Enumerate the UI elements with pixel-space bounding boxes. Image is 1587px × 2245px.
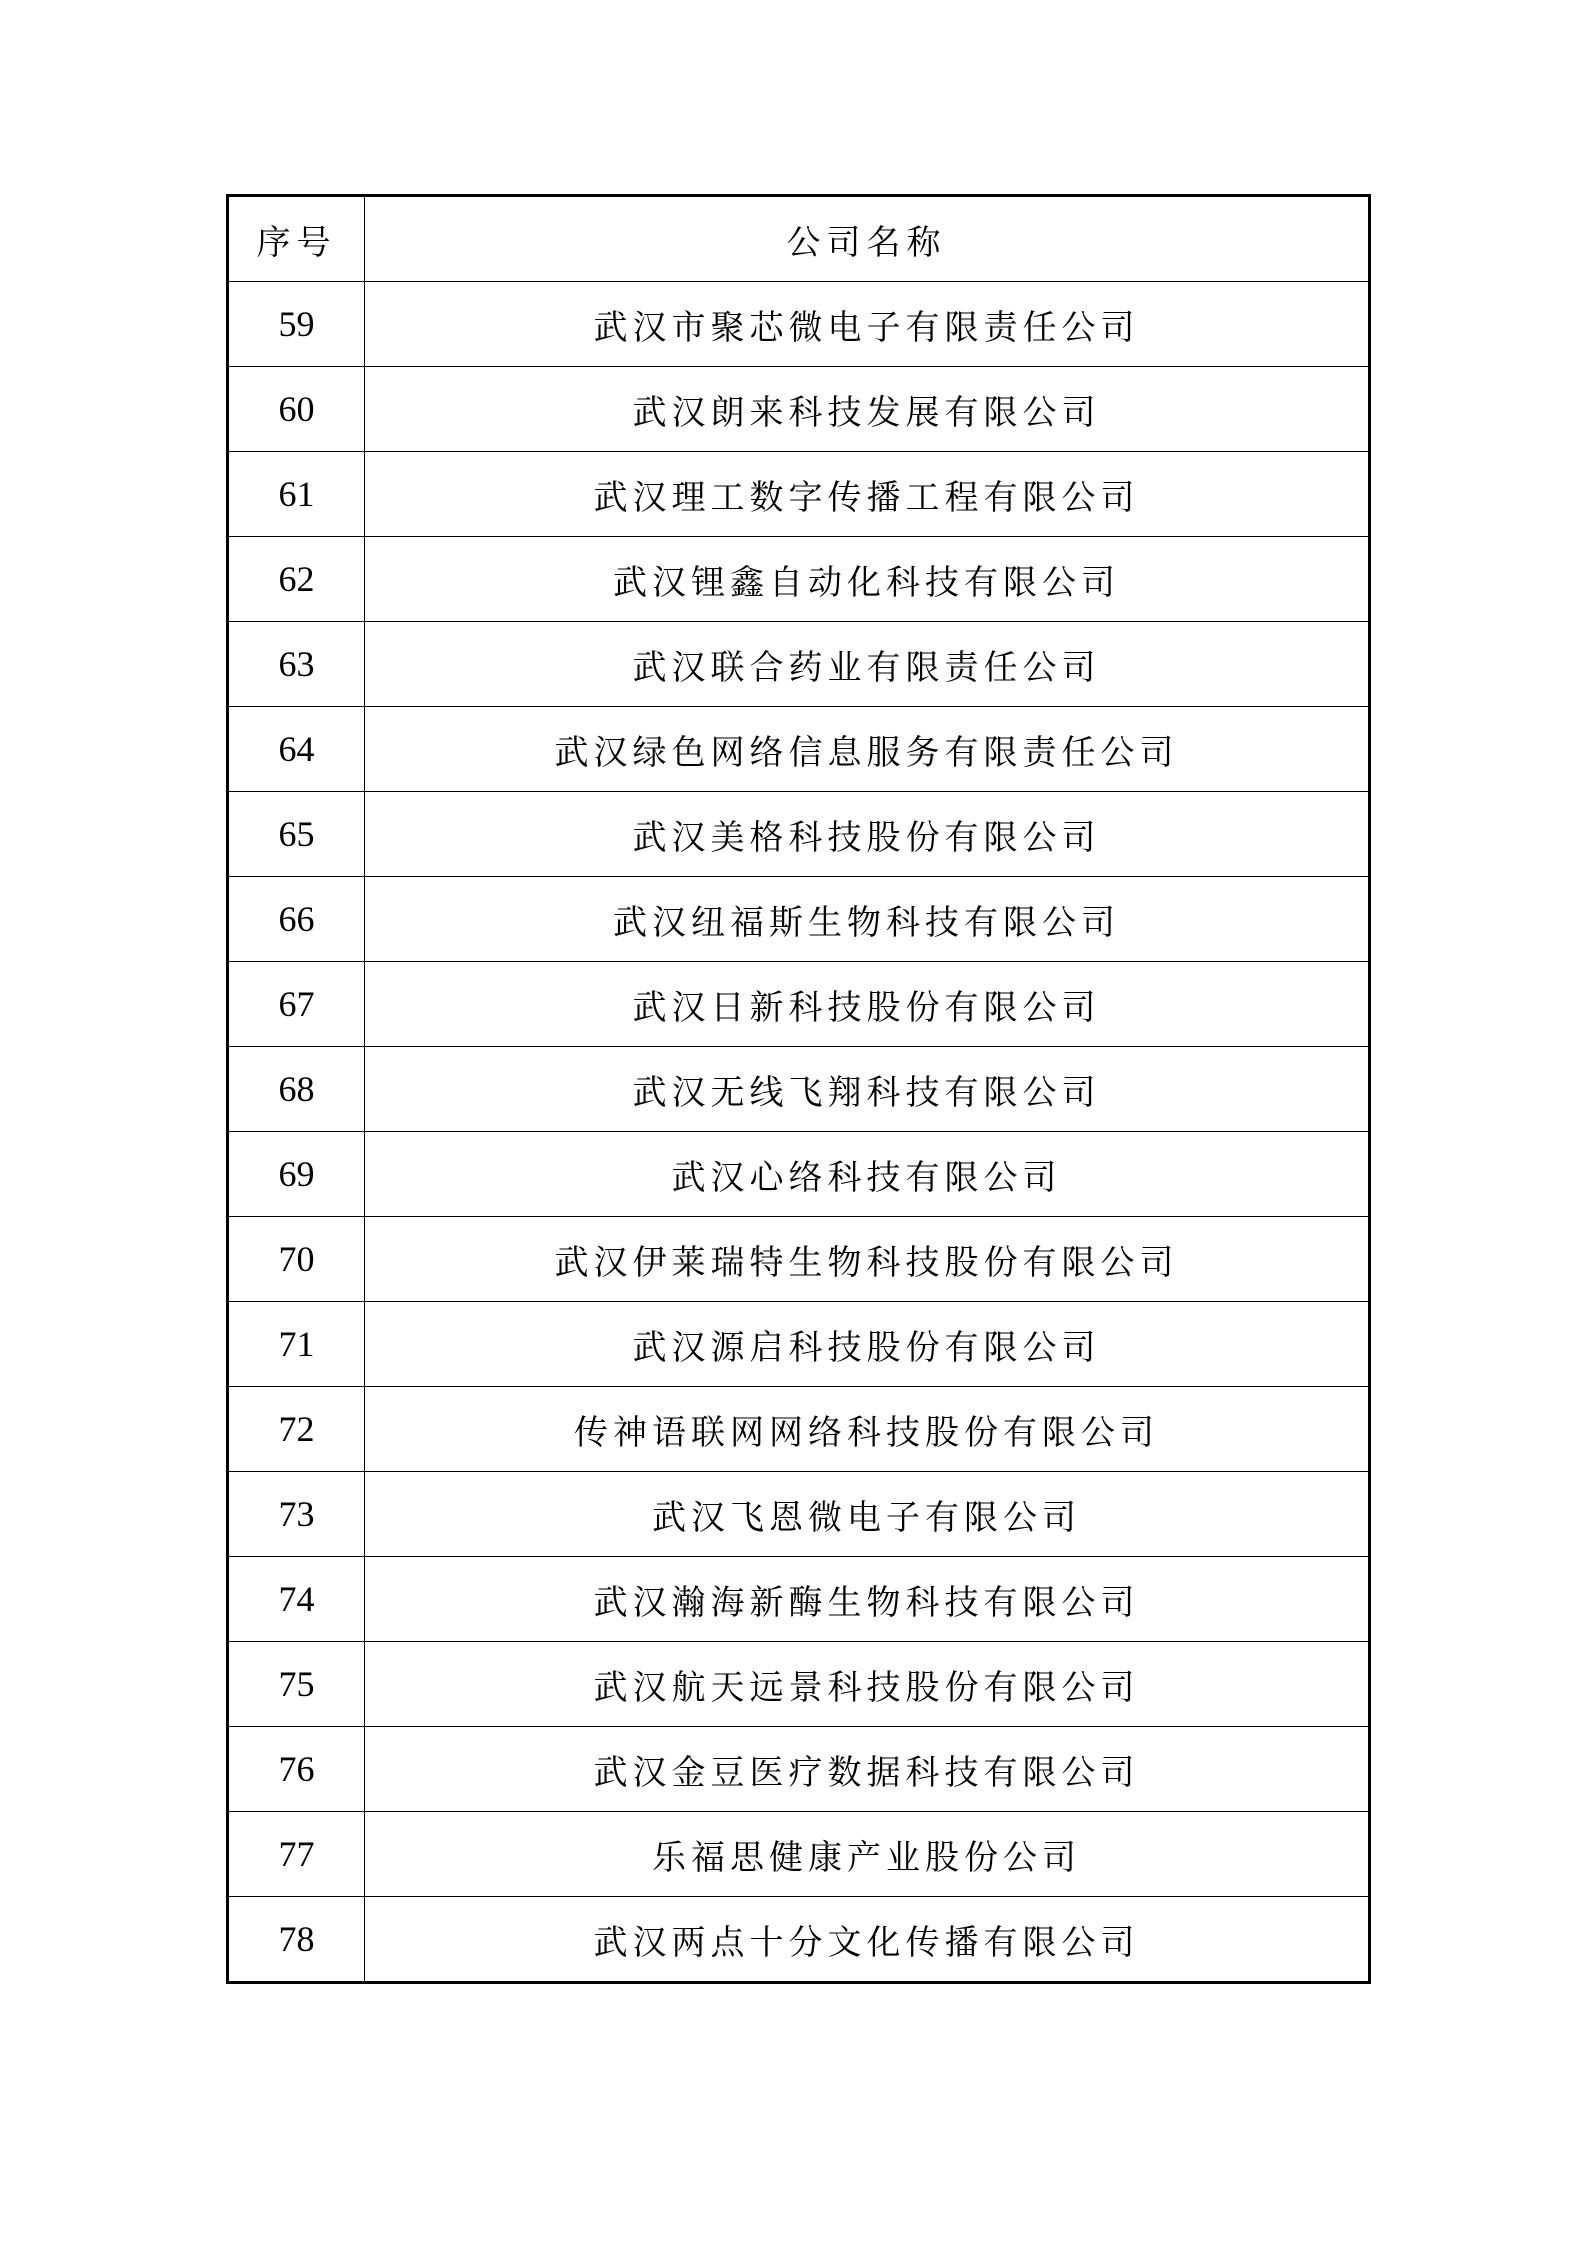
table-row: [228, 1387, 1370, 1472]
table-row: [228, 1047, 1370, 1132]
serial-number-cell: 61: [228, 452, 365, 537]
table-row: [228, 792, 1370, 877]
table-row: [228, 282, 1370, 367]
company-name-cell: 武汉锂鑫自动化科技有限公司: [365, 537, 1370, 622]
table-row: [228, 1217, 1370, 1302]
table-row: [228, 1132, 1370, 1217]
company-name-cell: 传神语联网网络科技股份有限公司: [365, 1387, 1370, 1472]
table-row: [228, 622, 1370, 707]
table-row: [228, 1812, 1370, 1897]
serial-number-cell: 63: [228, 622, 365, 707]
serial-number-cell: 62: [228, 537, 365, 622]
column-header-serial-number: 序号: [228, 196, 365, 282]
company-name-cell: 武汉瀚海新酶生物科技有限公司: [365, 1557, 1370, 1642]
company-name-cell: 武汉绿色网络信息服务有限责任公司: [365, 707, 1370, 792]
column-header-company-name: 公司名称: [365, 196, 1370, 282]
company-name-cell: 武汉市聚芯微电子有限责任公司: [365, 282, 1370, 367]
table-body: [228, 282, 1370, 1983]
serial-number-cell: 72: [228, 1387, 365, 1472]
company-name-cell: 武汉无线飞翔科技有限公司: [365, 1047, 1370, 1132]
serial-number-cell: 69: [228, 1132, 365, 1217]
company-name-cell: 武汉飞恩微电子有限公司: [365, 1472, 1370, 1557]
serial-number-cell: 67: [228, 962, 365, 1047]
table-row: [228, 537, 1370, 622]
serial-number-cell: 60: [228, 367, 365, 452]
company-name-cell: 武汉理工数字传播工程有限公司: [365, 452, 1370, 537]
company-name-cell: 武汉美格科技股份有限公司: [365, 792, 1370, 877]
company-name-cell: 武汉日新科技股份有限公司: [365, 962, 1370, 1047]
company-name-cell: 武汉心络科技有限公司: [365, 1132, 1370, 1217]
serial-number-cell: 66: [228, 877, 365, 962]
serial-number-cell: 77: [228, 1812, 365, 1897]
serial-number-cell: 65: [228, 792, 365, 877]
table-row: [228, 707, 1370, 792]
table-row: [228, 1302, 1370, 1387]
table-row: [228, 962, 1370, 1047]
company-name-cell: 武汉源启科技股份有限公司: [365, 1302, 1370, 1387]
company-name-cell: 武汉联合药业有限责任公司: [365, 622, 1370, 707]
company-name-cell: 武汉航天远景科技股份有限公司: [365, 1642, 1370, 1727]
table-header-row: [228, 196, 1370, 282]
serial-number-cell: 71: [228, 1302, 365, 1387]
table-row: [228, 1472, 1370, 1557]
serial-number-cell: 70: [228, 1217, 365, 1302]
table-row: [228, 877, 1370, 962]
company-list-table: [226, 194, 1371, 1984]
serial-number-cell: 68: [228, 1047, 365, 1132]
company-name-cell: 武汉纽福斯生物科技有限公司: [365, 877, 1370, 962]
serial-number-cell: 74: [228, 1557, 365, 1642]
serial-number-cell: 75: [228, 1642, 365, 1727]
serial-number-cell: 59: [228, 282, 365, 367]
table-row: [228, 1557, 1370, 1642]
company-name-cell: 武汉金豆医疗数据科技有限公司: [365, 1727, 1370, 1812]
company-name-cell: 乐福思健康产业股份公司: [365, 1812, 1370, 1897]
serial-number-cell: 76: [228, 1727, 365, 1812]
company-name-cell: 武汉朗来科技发展有限公司: [365, 367, 1370, 452]
table-row: [228, 452, 1370, 537]
serial-number-cell: 64: [228, 707, 365, 792]
table-row: [228, 367, 1370, 452]
company-name-cell: 武汉两点十分文化传播有限公司: [365, 1897, 1370, 1983]
company-name-cell: 武汉伊莱瑞特生物科技股份有限公司: [365, 1217, 1370, 1302]
serial-number-cell: 73: [228, 1472, 365, 1557]
table-row: [228, 1897, 1370, 1983]
table-row: [228, 1642, 1370, 1727]
serial-number-cell: 78: [228, 1897, 365, 1983]
table-row: [228, 1727, 1370, 1812]
